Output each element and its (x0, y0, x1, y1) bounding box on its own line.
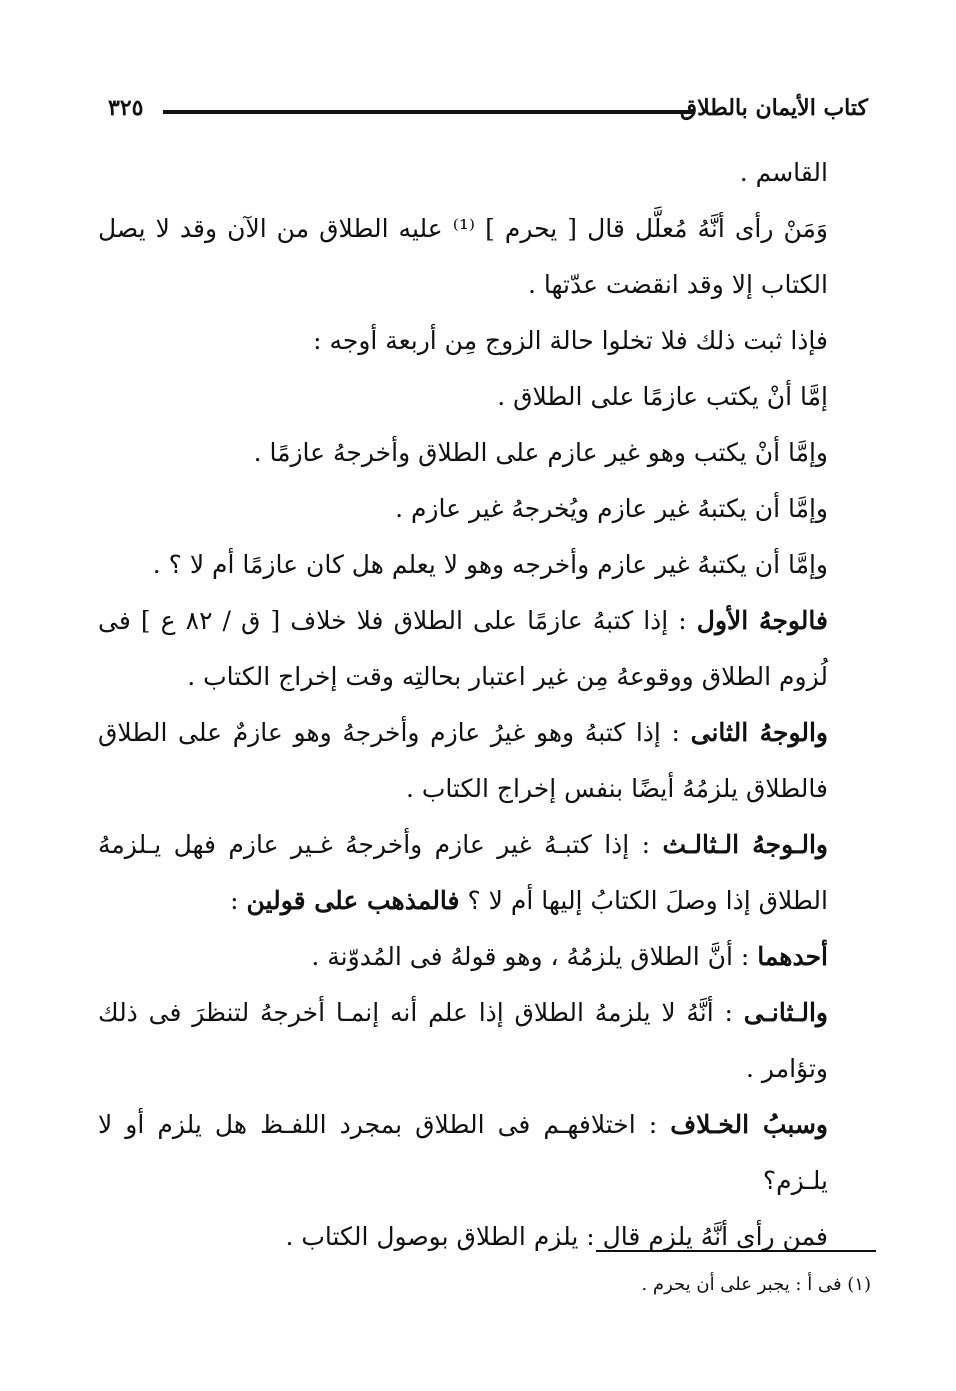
paragraph (98, 1097, 868, 1209)
paragraph: القاسم . (739, 158, 828, 187)
paragraph: وإمَّا أنْ يكتب وهو غير عازم على الطلاق وأخرجهُ عازمًا . (253, 438, 828, 467)
paragraph: فإذا ثبت ذلك فلا تخلوا حالة الزوج مِن أربعة أوجه : (313, 326, 828, 355)
section-lead: فالوجهُ الأول (696, 606, 828, 635)
paragraph: وإمَّا أن يكتبهُ غير عازم وأخرجه وهو لا يعلم هل كان عازمًا أم لا ؟ . (152, 550, 828, 579)
paragraph: إمَّا أنْ يكتب عازمًا على الطلاق . (497, 382, 828, 411)
paragraph-text: : أنَّ الطلاق يلزمُهُ ، وهو قولهُ فى المُدوّنة . (311, 942, 758, 971)
paragraph (98, 985, 868, 1097)
paragraph-text: : (230, 886, 247, 915)
running-title: كتاب الأيمان بالطلاق (680, 95, 868, 121)
paragraph (98, 929, 868, 985)
paragraph-text: : إذا كتبهُ وهو غيرُ عازم وأخرجهُ وهو عازمٌ على الطلاق فالطلاق يلزمُهُ أيضًا بنفس إخراج الكتاب . (98, 718, 828, 803)
section-lead: وسببُ الخـلاف (670, 1110, 828, 1139)
section-lead: أحدهما (757, 942, 828, 971)
paragraph: فمن رأى أنَّهُ يلزم قال : يلزم الطلاق بوصول الكتاب . (285, 1222, 828, 1251)
section-lead: والـثانـى (743, 998, 828, 1027)
paragraph-text: : أنَّهُ لا يلزمهُ الطلاق إذا علم أنه إنمـا أخرجهُ لتنظرَ فى ذلك وتؤامر . (98, 998, 828, 1083)
paragraph-text: : إذا كتبـهُ غير عازم وأخرجهُ غـير عازم فهل يـلزمهُ الطلاق إذا وصلَ الكتابُ إليها أم لا ؟ (98, 830, 828, 915)
footnote-rule (596, 1250, 876, 1252)
paragraph (98, 705, 868, 817)
emphasis: فالمذهب على قولين (246, 886, 460, 915)
section-lead: والـوجهُ الـثالـث (662, 830, 828, 859)
body-text (98, 145, 868, 1265)
footnote: (١) فى أ : يجبر على أن يحرم . (641, 1274, 871, 1295)
header-rule (163, 110, 693, 114)
paragraph: وإمَّا أن يكتبهُ غير عازم ويُخرجهُ غير عازم . (395, 494, 828, 523)
section-lead: والوجهُ الثانى (690, 718, 828, 747)
paragraph-text: : اختلافهـم فى الطلاق بمجرد اللفـظ هل يلزم أو لا يلـزم؟ (98, 1110, 828, 1195)
page-number: ٣٢٥ (108, 95, 144, 121)
paragraph: وَمَنْ رأى أنَّهُ مُعلَّل قال [ يحرم ] ⁽¹⁾ عليه الطلاق من الآن وقد لا يصل الكتاب إلا وقد انقضت عدّتها . (98, 214, 828, 299)
paragraph (98, 593, 868, 705)
paragraph (98, 817, 868, 929)
paragraph-text: : إذا كتبهُ عازمًا على الطلاق فلا خلاف [ ق / ٨٢ ع ] فى لُزوم الطلاق ووقوعهُ مِن غير اعتبار بحالتِه وقت إخراج الكتاب . (98, 606, 828, 691)
page-header (108, 88, 868, 128)
